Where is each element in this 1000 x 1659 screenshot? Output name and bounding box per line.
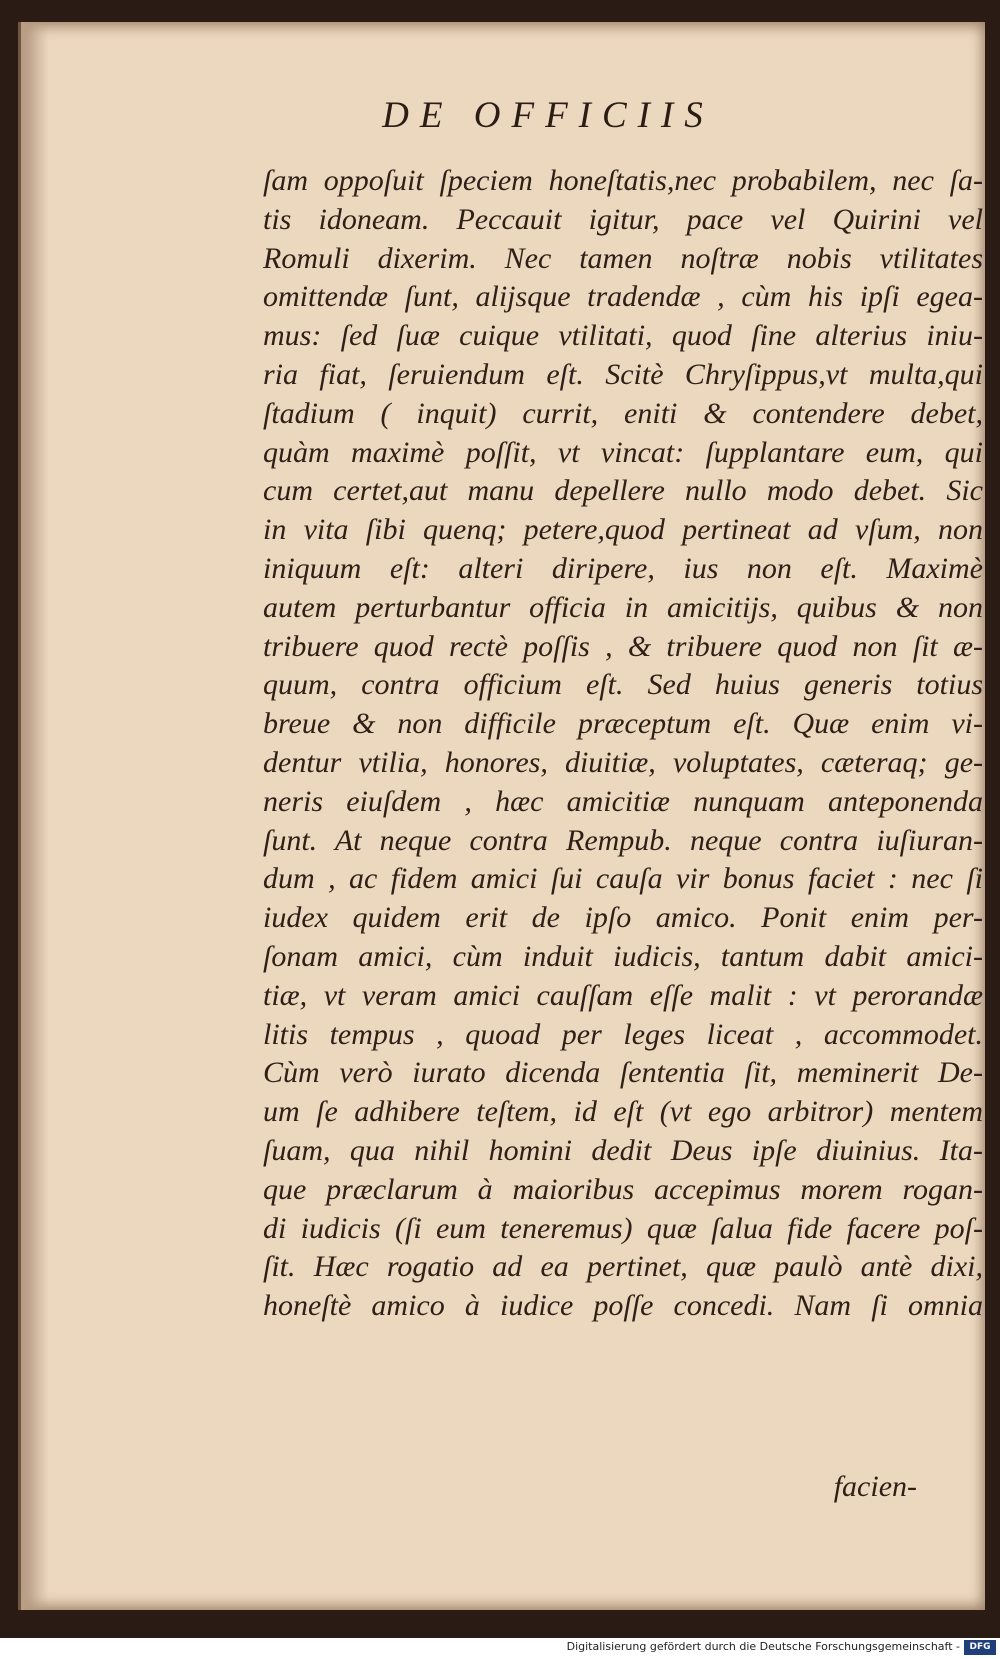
text-line: omittendæ ſunt, alijsque tradendæ , cùm his ipſi egea-	[263, 280, 983, 314]
text-line: ria fiat, ſeruiendum eſt. Scitè Chryſippus,vt multa,qui	[263, 357, 983, 391]
text-line: quàm maximè poſſit, vt vincat: ſupplantare eum, qui	[263, 435, 983, 469]
text-line: in vita ſibi quenq; petere,quod pertineat ad vſum, non	[263, 513, 983, 547]
catchword: facien-	[833, 1470, 917, 1503]
text-line: iniquum eſt: alteri diripere, ius non eſt. Maximè	[263, 551, 983, 585]
text-line: dum , ac fidem amici ſui cauſa vir bonus faciet : nec ſi	[263, 862, 983, 896]
footer-credit: Digitalisierung gefördert durch die Deutsche Forschungsgemeinschaft -	[566, 1640, 960, 1653]
text-line: Romuli dixerim. Nec tamen noſtræ nobis vtilitates	[263, 241, 983, 275]
text-line: quum, contra officium eſt. Sed huius generis totius	[263, 668, 983, 702]
text-line: iudex quidem erit de ipſo amico. Ponit enim per-	[263, 901, 983, 935]
text-line: ſonam amici, cùm induit iudicis, tantum dabit amici-	[263, 939, 983, 973]
text-line: ſam oppoſuit ſpeciem honeſtatis,nec probabilem, nec ſa-	[263, 164, 983, 197]
book-page	[18, 22, 985, 1610]
text-line: breue & non difficile præceptum eſt. Quæ enim vi-	[263, 707, 983, 741]
text-line: Cùm verò iurato dicenda ſententia ſit, meminerit De-	[263, 1056, 983, 1090]
dfg-logo: DFG	[964, 1640, 996, 1655]
text-line: di iudicis (ſi eum teneremus) quæ ſalua fide facere poſ-	[263, 1211, 983, 1245]
text-line: ſunt. At neque contra Rempub. neque contra iuſiuran-	[263, 823, 983, 857]
running-head: DE OFFICIIS	[382, 95, 714, 136]
text-line: mus: ſed ſuæ cuique vtilitati, quod ſine alterius iniu-	[263, 319, 983, 353]
text-line: um ſe adhibere teſtem, id eſt (vt ego arbitror) mentem	[263, 1095, 983, 1129]
text-line: tribuere quod rectè poſſis , & tribuere quod non ſit æ-	[263, 629, 983, 663]
text-line: tiæ, vt veram amici cauſſam eſſe malit : vt perorandæ	[263, 978, 983, 1012]
text-line: neris eiuſdem , hæc amicitiæ nunquam anteponenda	[263, 784, 983, 818]
text-line: dentur vtilia, honores, diuitiæ, voluptates, cæteraq; ge-	[263, 745, 983, 779]
text-line: que præclarum à maioribus accepimus morem rogan-	[263, 1172, 983, 1206]
text-line: ſuam, qua nihil homini dedit Deus ipſe diuinius. Ita-	[263, 1133, 983, 1167]
footer-bar	[0, 1638, 1000, 1659]
text-line: litis tempus , quoad per leges liceat , accommodet.	[263, 1017, 983, 1051]
text-line: autem perturbantur officia in amicitijs, quibus & non	[263, 590, 983, 624]
page-gutter-shadow	[21, 22, 49, 1610]
text-line: ſit. Hæc rogatio ad ea pertinet, quæ paulò antè dixi,	[263, 1250, 983, 1284]
text-line: ſtadium ( inquit) currit, eniti & contendere debet,	[263, 396, 983, 430]
body-text	[263, 162, 983, 1326]
text-line: honeſtè amico à iudice poſſe concedi. Nam ſi omnia	[263, 1289, 983, 1323]
text-line: cum certet,aut manu depellere nullo modo debet. Sic	[263, 474, 983, 508]
text-line: tis idoneam. Peccauit igitur, pace vel Quirini vel	[263, 202, 983, 236]
